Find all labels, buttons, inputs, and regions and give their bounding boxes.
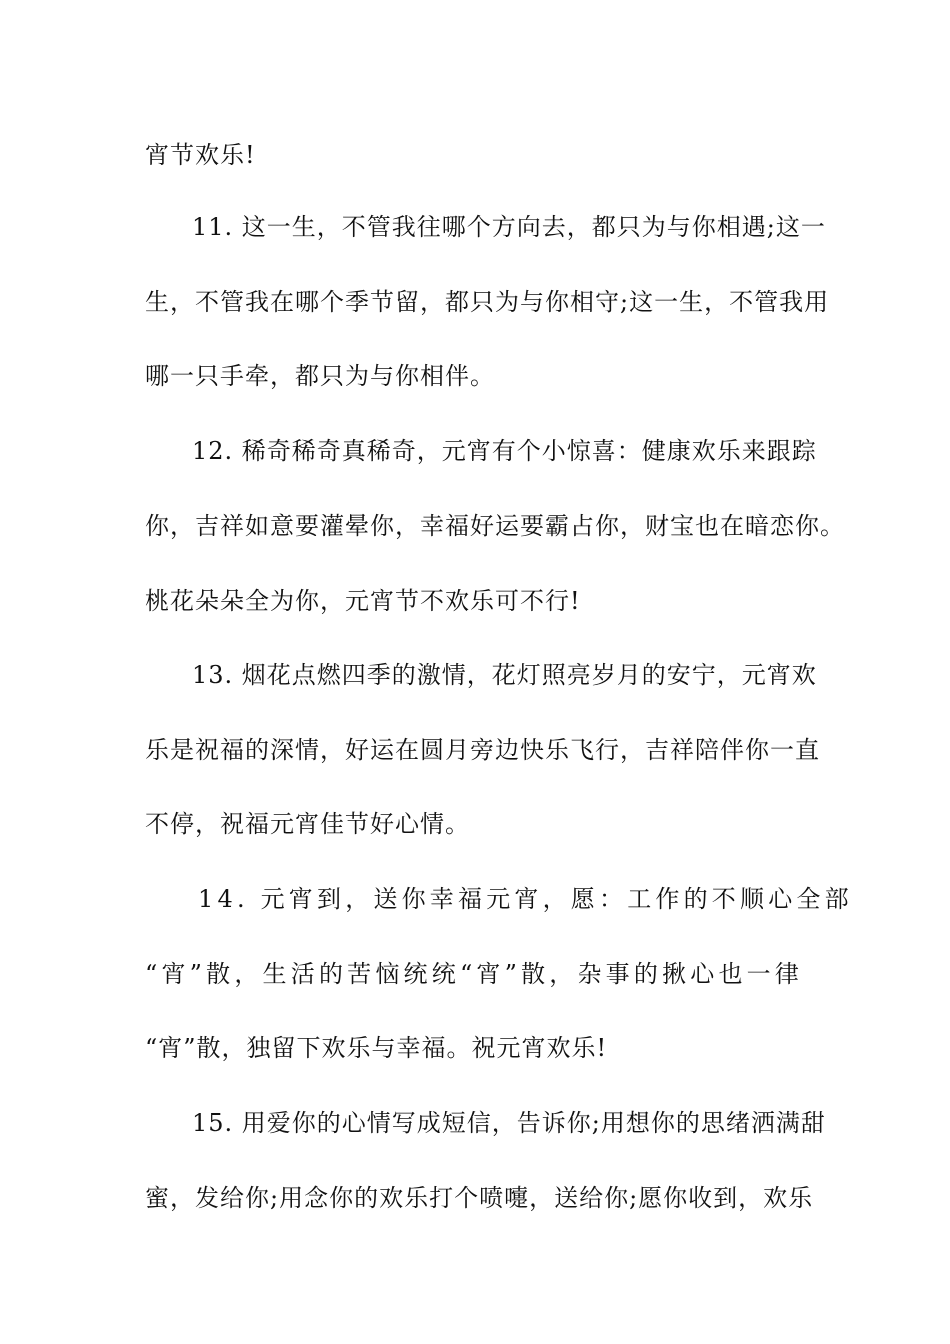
paragraph-13-line-2: 乐是祝福的深情，好运在圆月旁边快乐飞行，吉祥陪伴你一直 [145,736,820,764]
paragraph-14-line-2: “宵”散，生活的苦恼统统“宵”散，杂事的揪心也一律 [145,960,804,988]
text-line: 宵节欢乐! [145,141,256,169]
paragraph-13-line-1: 13. 烟花点燃四季的激情，花灯照亮岁月的安宁，元宵欢 [192,661,817,689]
paragraph-12-line-1: 12. 稀奇稀奇真稀奇，元宵有个小惊喜：健康欢乐来跟踪 [192,437,817,465]
paragraph-14-line-3: “宵”散，独留下欢乐与幸福。祝元宵欢乐! [145,1034,608,1062]
paragraph-11-line-1: 11. 这一生，不管我往哪个方向去，都只为与你相遇;这一 [192,213,826,241]
paragraph-12-line-3: 桃花朵朵全为你，元宵节不欢乐可不行! [145,587,581,615]
paragraph-11-line-2: 生，不管我在哪个季节留，都只为与你相守;这一生，不管我用 [145,288,830,316]
paragraph-13-line-3: 不停，祝福元宵佳节好心情。 [145,810,470,838]
paragraph-14-line-1: 14. 元宵到，送你幸福元宵，愿：工作的不顺心全部 [198,885,853,913]
paragraph-15-line-1: 15. 用爱你的心情写成短信，告诉你;用想你的思绪洒满甜 [192,1109,826,1137]
paragraph-11-line-3: 哪一只手牵，都只为与你相伴。 [145,362,495,390]
paragraph-15-line-2: 蜜，发给你;用念你的欢乐打个喷嚏，送给你;愿你收到，欢乐 [145,1184,814,1212]
paragraph-12-line-2: 你，吉祥如意要灌晕你，幸福好运要霸占你，财宝也在暗恋你。 [145,512,845,540]
